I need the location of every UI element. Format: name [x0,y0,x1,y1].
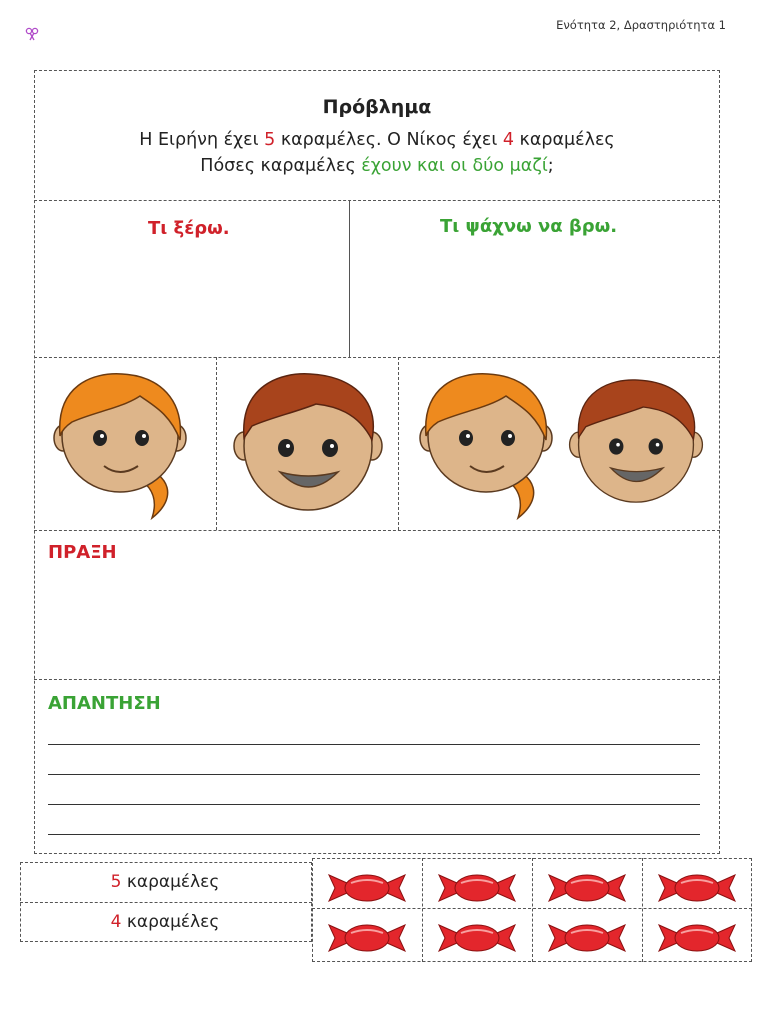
candy-icon[interactable] [657,871,737,905]
girl-face-icon [418,366,568,526]
candies-col-divider-2 [532,858,533,962]
divider-face-1 [216,357,217,530]
problem-text-line-2: Πόσες καραμέλες έχουν και οι δύο μαζί; [200,156,554,176]
answer-line-3[interactable] [48,804,700,805]
what-i-seek-heading: Τι ψάχνω να βρω. [440,216,618,237]
girl-face-icon [52,366,202,526]
candy-icon[interactable] [547,871,627,905]
divider-operation [34,679,720,680]
scissors-icon [25,27,39,41]
operation-heading: ΠΡΑΞΗ [48,542,117,563]
candy-icon[interactable] [327,871,407,905]
cutout-label-4-candies[interactable]: 4 καραμέλες [110,912,220,932]
number-irene: 5 [264,130,276,150]
divider-columns [349,201,350,357]
number-nikos: 4 [502,130,514,150]
divider-face-2 [398,357,399,530]
candy-icon[interactable] [657,921,737,955]
divider-problem [34,200,720,201]
candy-icon[interactable] [547,921,627,955]
question-highlight: έχουν και οι δύο μαζί [361,156,548,176]
answer-line-1[interactable] [48,744,700,745]
page-reference: Ενότητα 2, Δραστηριότητα 1 [556,18,726,32]
answer-line-2[interactable] [48,774,700,775]
cutout-label-5-candies[interactable]: 5 καραμέλες [110,872,220,892]
divider-faces-bottom [34,530,720,531]
problem-text-line-1: Η Ειρήνη έχει 5 καραμέλες. Ο Νίκος έχει 4 καραμέλες [139,130,615,150]
what-i-know-heading: Τι ξέρω. [148,218,230,239]
divider-faces-top [34,357,720,358]
candy-icon[interactable] [437,871,517,905]
candies-col-divider-1 [422,858,423,962]
candy-icon[interactable] [327,921,407,955]
boy-face-icon [566,372,706,512]
answer-line-4[interactable] [48,834,700,835]
candies-col-divider-3 [642,858,643,962]
problem-title: Πρόβλημα [322,96,432,118]
candy-icon[interactable] [437,921,517,955]
answer-heading: ΑΠΑΝΤΗΣΗ [48,693,161,714]
boy-face-icon [230,368,386,518]
cutout-labels-divider [20,902,312,903]
